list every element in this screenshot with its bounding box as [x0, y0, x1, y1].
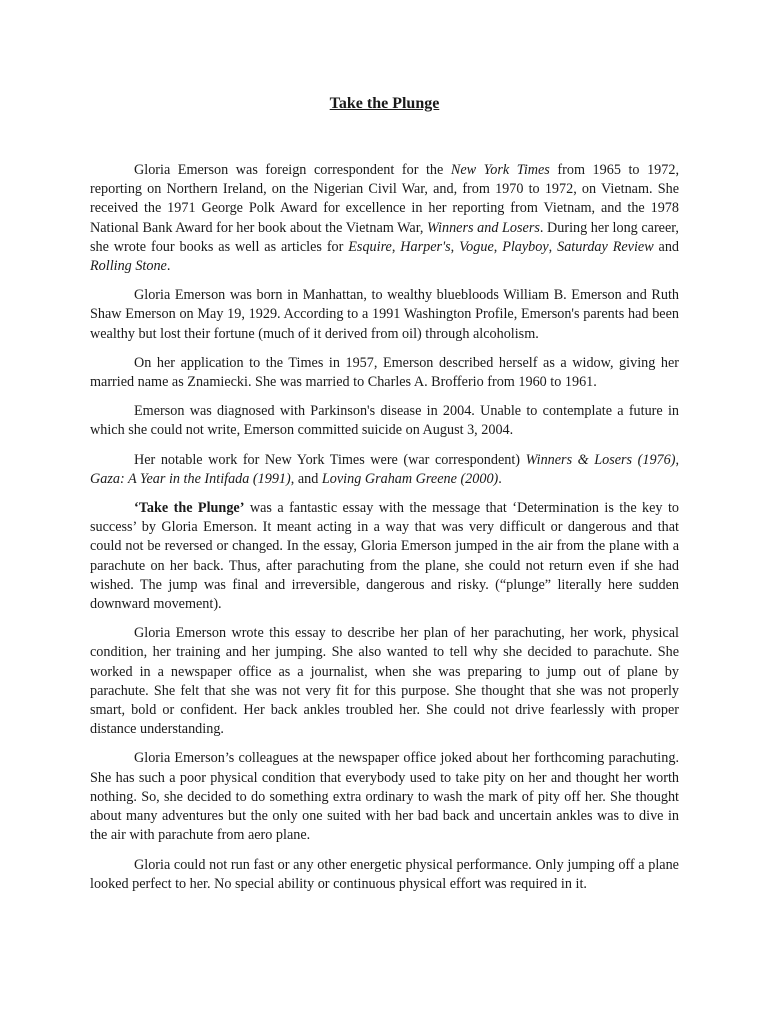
paragraph-6 [90, 499, 679, 614]
paragraph-1 [90, 161, 679, 276]
document-body [90, 161, 679, 894]
text-run: Saturday Review [557, 238, 654, 255]
paragraph-7 [90, 624, 679, 739]
text-run: , and [290, 470, 322, 487]
text-run: Winners and Losers [427, 219, 540, 236]
text-run: Emerson was diagnosed with Parkinson's disease in 2004. Unable to contemplate a future in which she could not write, Emerson committed suicide on August 3, 2004. [90, 403, 679, 439]
text-run: ‘Take the Plunge’ [134, 500, 245, 517]
text-run: . [166, 258, 171, 275]
text-run: Gloria could not run fast or any other energetic physical performance. Only jumping off a plane looked perfect to her. No special ability or continuous physical effort was required in it. [90, 856, 679, 892]
paragraph-8 [90, 749, 679, 845]
text-run: was a fantastic essay with the message that ‘Determination is the key to success’ by Gloria Emerson. It meant acting in a way that was very difficult or dangerous and that could not be reversed or changed. In the essay, Gloria Emerson jumped in the air from the plane with a parachute on her back. Thus, after parachuting from the plane, she could not return even if she had wished. The jump was final and irreversible, dangerous and risky. (“plunge” literally here sudden downward movement). [90, 500, 679, 613]
text-run: Gloria Emerson’s colleagues at the newspaper office joked about her forthcoming parachuting. She has such a poor physical condition that everybody used to take pity on her and thought her worth nothing. So, she decided to do something extra ordinary to wash the mark of pity off her. She thought about many adventures but the only one suited with her bad back and uncertain ankles was to dive in the air with parachute from aero plane. [90, 750, 679, 844]
text-run: , [391, 238, 401, 255]
text-run: . During her long career, she wrote four books as well as articles for [90, 219, 679, 255]
text-run: Her notable work for New York Times were (war correspondent) [134, 451, 526, 468]
document-title: Take the Plunge [329, 95, 440, 112]
text-run: Harper's [400, 238, 451, 255]
text-run: , [548, 238, 558, 255]
paragraph-4 [90, 402, 679, 440]
paragraph-5 [90, 451, 679, 489]
text-run: Loving Graham Greene (2000) [321, 470, 499, 487]
text-run: Vogue [459, 238, 494, 255]
text-run: On her application to the Times in 1957, Emerson described herself as a widow, giving her married name as Znamiecki. She was married to Charles A. Brofferio from 1960 to 1961. [90, 354, 679, 391]
text-run: from 1965 to 1972, reporting on Northern Ireland, on the Nigerian Civil War, and, from 1970 to 1972, on Vietnam. She received the 1971 George Polk Award for excellence in her reporting from Vietnam, and the 1978 National Bank Award for her book about the Vietnam War, [90, 162, 679, 236]
text-run: Gloria Emerson was foreign correspondent for the [134, 162, 451, 178]
text-run: , [450, 238, 460, 255]
text-run: New York Times [450, 162, 550, 178]
text-run: Gaza: A Year in the Intifada (1991) [90, 470, 291, 487]
text-run: , [493, 238, 503, 255]
text-run: Gloria Emerson wrote this essay to describe her plan of her parachuting, her work, physical condition, her training and her jumping. She also wanted to tell why she decided to parachute. She worked in a newspaper office as a journalist, when she was preparing to jump out of plane by parachute. She felt that she was not very fit for this purpose. She thought that she was not properly smart, bold or confident. Her back ankles troubled her. She could not drive fearlessly with proper distance understanding. [90, 625, 679, 738]
text-run: and [653, 238, 680, 255]
text-run: Playboy [502, 238, 549, 255]
text-run: Winners & Losers (1976) [525, 451, 676, 468]
paragraph-3 [90, 354, 679, 392]
text-run: , [675, 451, 680, 468]
paragraph-9 [90, 856, 679, 894]
paragraph-2 [90, 286, 679, 344]
text-run: Rolling Stone [90, 258, 167, 275]
text-run: . [498, 470, 502, 487]
text-run: Gloria Emerson was born in Manhattan, to wealthy bluebloods William B. Emerson and Ruth Shaw Emerson on May 19, 1929. According to a 1991 Washington Profile, Emerson's parents had been wealthy but lost their fortune (much of it derived from oil) through alcoholism. [90, 287, 679, 342]
text-run: Esquire [348, 238, 392, 255]
